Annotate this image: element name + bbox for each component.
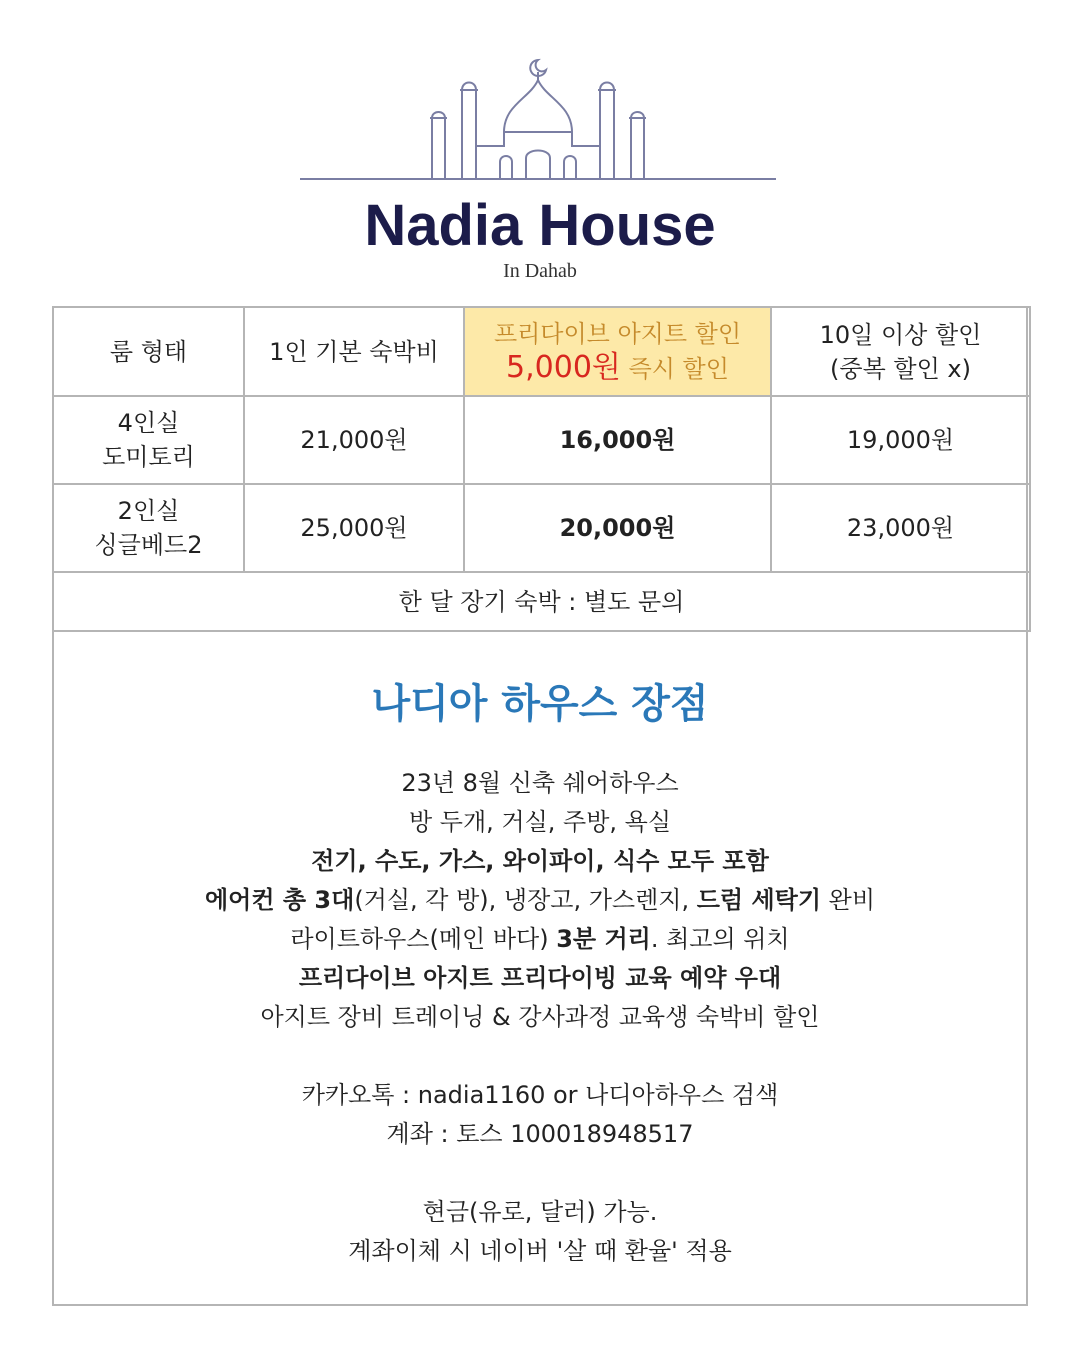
long-stay-price-cell: 23,000원: [771, 484, 1030, 572]
mosque-outline-icon: [300, 50, 780, 185]
kakao-contact: 카카오톡 : nadia1160 or 나디아하우스 검색: [301, 1081, 779, 1109]
base-price-cell: 25,000원: [244, 484, 464, 572]
long-stay-price-cell: 19,000원: [771, 396, 1030, 484]
exchange-rate-note: 계좌이체 시 네이버 '살 때 환율' 적용: [348, 1237, 732, 1265]
advantages-title: 나디아 하우스 장점: [371, 681, 709, 727]
room-type-line2: 싱글베드2: [94, 531, 203, 559]
header-room-type: 룸 형태: [53, 307, 244, 396]
table-row: [53, 484, 1030, 572]
long-stay-label: 10일 이상 할인: [819, 320, 982, 349]
advantage-line: 아지트 장비 트레이닝 & 강사과정 교육생 숙박비 할인: [260, 1003, 820, 1031]
bank-account: 계좌 : 토스 100018948517: [386, 1120, 694, 1148]
room-type-cell: [53, 396, 244, 484]
advantage-line: 23년 8월 신축 쉐어하우스: [401, 769, 679, 797]
promo-price-cell: 16,000원: [464, 396, 771, 484]
advantage-line: 방 두개, 거실, 주방, 욕실: [408, 808, 672, 836]
monthly-stay-note: 한 달 장기 숙박 : 별도 문의: [53, 572, 1030, 631]
table-note-row: [53, 572, 1030, 631]
promo-label: 프리다이브 아지트 할인: [493, 320, 742, 348]
promo-amount: 5,000원: [506, 350, 621, 385]
room-type-line1: 2인실: [117, 497, 180, 525]
long-stay-note: (중복 할인 x): [830, 354, 971, 383]
header-base-price: 1인 기본 숙박비: [244, 307, 464, 396]
promo-price-cell: 20,000원: [464, 484, 771, 572]
advantage-bold: 에어컨 총 3대: [204, 886, 355, 914]
advantage-text: . 최고의 위치: [650, 925, 790, 953]
header-promo-discount: [464, 307, 771, 396]
advantages-list: [54, 764, 1026, 1271]
brand-subtitle: In Dahab: [503, 260, 577, 282]
room-type-line2: 도미토리: [102, 443, 195, 471]
brand-name: Nadia House: [364, 193, 716, 258]
header-long-stay: [771, 307, 1030, 396]
cash-note: 현금(유로, 달러) 가능.: [422, 1198, 658, 1226]
room-type-cell: [53, 484, 244, 572]
table-header-row: [53, 307, 1030, 396]
advantage-text: 라이트하우스(메인 바다): [290, 925, 557, 953]
logo: [0, 0, 1080, 300]
advantage-line: [54, 881, 1026, 920]
advantage-line: [54, 959, 1026, 998]
promo-suffix: 즉시 할인: [628, 355, 729, 383]
room-type-line1: 4인실: [117, 409, 180, 437]
advantage-bold: 전기, 수도, 가스, 와이파이, 식수 모두 포함: [311, 847, 769, 875]
advantage-bold: 3분 거리: [556, 925, 651, 953]
table-row: [53, 396, 1030, 484]
price-table: [52, 306, 1031, 632]
advantage-bold: 프리다이브 아지트 프리다이빙 교육 예약 우대: [298, 964, 782, 992]
advantage-bold: 드럼 세탁기: [696, 886, 822, 914]
advantage-line: [54, 842, 1026, 881]
advantage-line: [54, 920, 1026, 959]
promo-line: [465, 351, 770, 386]
base-price-cell: 21,000원: [244, 396, 464, 484]
advantage-text: 완비: [821, 886, 876, 914]
advantage-text: (거실, 각 방), 냉장고, 가스렌지,: [354, 886, 697, 914]
